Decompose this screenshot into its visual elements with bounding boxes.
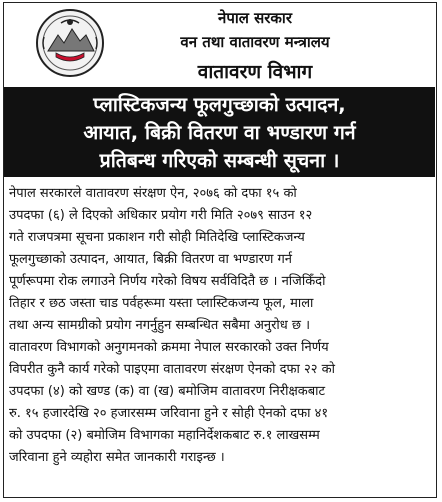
paragraph-ban-decision — [9, 183, 429, 337]
body-line: उपदफा (६) ले दिएको अधिकार प्रयोग गरी मिति २०७९ साउन १२ — [9, 208, 313, 223]
body-line: गते राजपत्रमा सूचना प्रकाशन गरी सोही मितिदेखि प्लास्टिकजन्य — [9, 230, 305, 245]
ministry-name: वन तथा वातावरण मन्त्रालय — [180, 33, 330, 51]
notice-title-line: आयात, बिक्री वितरण वा भण्डारण गर्न — [83, 121, 356, 144]
body-line: विपरीत कुनै कार्य गरेको पाइएमा वातावरण संरक्षण ऐनको दफा २२ को — [9, 362, 335, 377]
department-name: वातावरण विभाग — [197, 61, 313, 83]
body-line: तिहार र छठ जस्ता चाड पर्वहरूमा यस्ता प्लास्टिकजन्य फूल, माला — [9, 296, 314, 311]
notice-title — [4, 87, 435, 177]
notice-header — [4, 3, 436, 85]
body-line: को उपदफा (२) बमोजिम विभागका महानिर्देशकबाट रु.१ लाखसम्म — [9, 428, 320, 443]
body-line: जरिवाना हुने व्यहोरा समेत जानकारी गराइन्छ । — [9, 450, 225, 465]
body-line: पूर्णरूपमा रोक लगाउने निर्णय गरेको विषय सर्वविदितै छ । नजिकिँदो — [9, 274, 326, 289]
notice-title-line: प्रतिबन्ध गरिएको सम्बन्धी सूचना । — [99, 149, 340, 172]
body-line: उपदफा (४) को खण्ड (क) वा (ख) बमोजिम वातावरण निरीक्षकबाट — [9, 384, 326, 399]
body-line: फूलगुच्छाको उत्पादन, आयात, बिक्री वितरण वा भण्डारण गर्न — [9, 252, 293, 267]
body-line: वातावरण विभागको अनुगमनको क्रममा नेपाल सरकारको उक्त निर्णय — [9, 340, 329, 355]
notice-body — [9, 183, 429, 469]
paragraph-penalty — [9, 337, 429, 469]
body-line: रु. १५ हजारदेखि २० हजारसम्म जरिवाना हुने र सोही ऐनको दफा ४१ — [9, 406, 329, 421]
government-name: नेपाल सरकार — [218, 9, 292, 27]
notice-title-line: प्लास्टिकजन्य फूलगुच्छाको उत्पादन, — [93, 93, 346, 116]
public-notice — [3, 2, 437, 498]
body-line: तथा अन्य सामग्रीको प्रयोग नगर्नुहुन सम्बन्धित सबैमा अनुरोध छ । — [9, 318, 311, 333]
body-line: नेपाल सरकारले वातावरण संरक्षण ऐन, २०७६ को दफा १५ को — [9, 186, 297, 201]
